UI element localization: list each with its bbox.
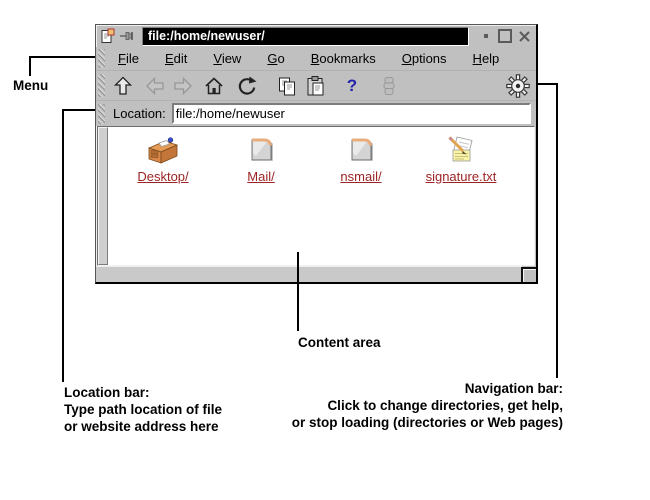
navigation-toolbar (96, 71, 536, 101)
desktop-icon (146, 133, 180, 167)
file-item-mail[interactable] (215, 133, 307, 184)
locationbar-grip-handle[interactable] (98, 104, 105, 124)
maximize-icon (498, 29, 512, 43)
content-callout-line (297, 252, 299, 331)
reload-icon (236, 75, 258, 97)
file-label[interactable]: nsmail/ (340, 169, 382, 184)
back-arrow-icon (144, 75, 166, 97)
up-arrow-icon (112, 75, 134, 97)
close-button[interactable] (516, 28, 532, 44)
navigation-callout-line (537, 83, 558, 85)
folder-icon (244, 133, 278, 167)
sticky-pin-icon[interactable] (119, 28, 135, 44)
menu-item-edit[interactable]: Edit (164, 51, 188, 66)
folder-icon (344, 133, 378, 167)
back-button (143, 74, 167, 98)
resize-handle[interactable] (521, 267, 536, 282)
navigation-annotation-line: Navigation bar: (464, 381, 563, 396)
file-label[interactable]: Desktop/ (137, 169, 189, 184)
gear-throbber (506, 74, 530, 98)
navigation-annotation-line: Click to change directories, get help, (327, 398, 563, 413)
location-callout-line (62, 109, 64, 382)
menu-callout-line (29, 56, 95, 58)
forward-arrow-icon (172, 75, 194, 97)
menu-item-help[interactable]: Help (472, 51, 500, 66)
reload-button[interactable] (235, 74, 259, 98)
toolbar-grip-handle[interactable] (98, 74, 105, 97)
menu-item-go[interactable]: Go (267, 51, 285, 66)
location-annotation-line: Location bar: (64, 385, 150, 400)
titlebar[interactable] (96, 25, 536, 47)
paste-icon (304, 75, 326, 97)
horizontal-scrollbar[interactable] (96, 266, 522, 282)
copy-icon (276, 75, 298, 97)
location-bar (96, 101, 536, 126)
location-label: Location: (113, 106, 166, 121)
up-button[interactable] (111, 74, 135, 98)
menu-annotation: Menu (13, 78, 49, 93)
help-button[interactable] (340, 74, 364, 98)
location-annotation-line: or website address here (64, 419, 219, 434)
home-icon (203, 75, 225, 97)
stop-icon (378, 75, 400, 97)
location-annotation-line: Type path location of file (64, 402, 223, 417)
navigation-annotation-line: or stop loading (directories or Web pages) (291, 415, 563, 430)
menu-callout-line (29, 56, 31, 76)
note-pencil-icon (444, 133, 478, 167)
help-icon: ? (346, 76, 358, 95)
menu-item-options[interactable]: Options (401, 51, 447, 66)
forward-button (171, 74, 195, 98)
location-callout-line (62, 109, 95, 111)
minimize-button[interactable] (478, 28, 494, 44)
content-area (97, 126, 535, 266)
location-input[interactable] (172, 103, 531, 124)
maximize-button[interactable] (497, 28, 513, 44)
home-button[interactable] (202, 74, 226, 98)
menu-item-view[interactable]: View (213, 51, 242, 66)
menu-bar (96, 47, 536, 71)
content-annotation: Content area (298, 335, 381, 350)
menu-item-file[interactable]: File (118, 51, 139, 66)
copy-button[interactable] (275, 74, 299, 98)
file-item-desktop[interactable] (117, 133, 209, 184)
file-manager-window (95, 24, 538, 284)
navigation-callout-line (556, 83, 558, 378)
gear-icon (506, 74, 530, 98)
navigation-annotation (292, 380, 563, 431)
menu-item-bookmarks[interactable]: Bookmarks (310, 51, 376, 66)
paste-button[interactable] (303, 74, 327, 98)
file-label[interactable]: Mail/ (247, 169, 275, 184)
stop-button (377, 74, 401, 98)
close-icon (518, 30, 531, 43)
menubar-grip-handle[interactable] (98, 49, 105, 67)
location-annotation (64, 384, 222, 435)
window-title: file:/home/newuser/ (142, 27, 469, 46)
file-item-signature[interactable] (415, 133, 507, 184)
file-listing (108, 127, 534, 265)
file-item-nsmail[interactable] (315, 133, 407, 184)
minimize-icon (484, 34, 488, 38)
window-menu-icon[interactable] (100, 28, 116, 44)
file-label[interactable]: signature.txt (425, 169, 497, 184)
vertical-scrollbar[interactable] (98, 127, 108, 265)
